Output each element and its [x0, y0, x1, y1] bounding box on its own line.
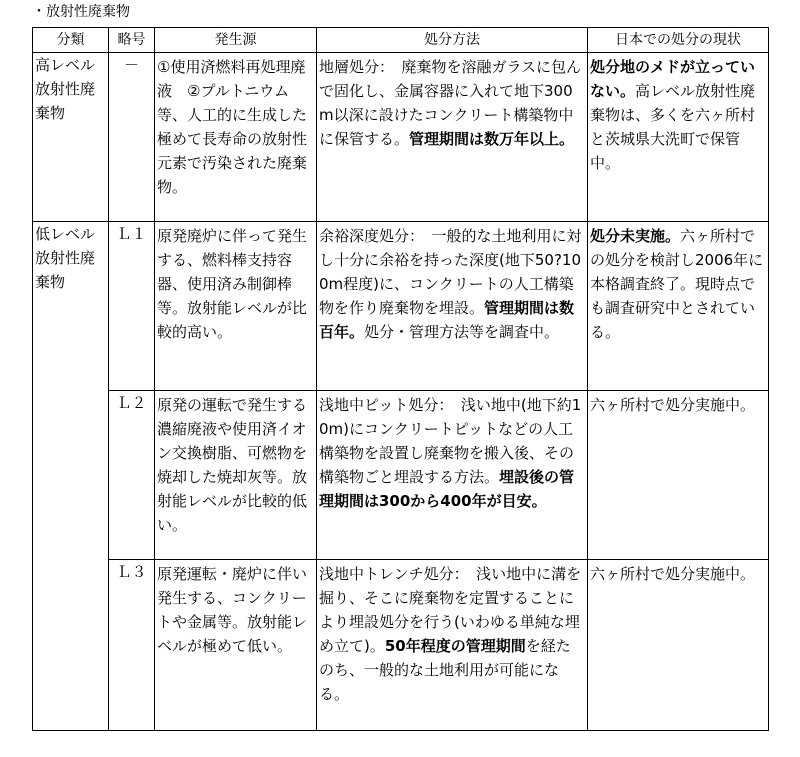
- status-text: 六ヶ所村での処分を検討し2006年に本格調査終了。現時点でも調査研究中とされている。: [590, 227, 764, 341]
- category-high-level: 高レベル放射性廃棄物: [33, 53, 109, 222]
- status-high-level: [588, 53, 769, 222]
- code-high-level: －: [109, 53, 155, 222]
- method-text-tail: を経たのち、一般的な土地利用が可能になる。: [319, 637, 571, 703]
- code-l2: Ｌ２: [109, 391, 155, 560]
- radioactive-waste-table: [32, 27, 769, 731]
- source-text: ①使用済燃料再処理廃液 ②プルトニウム等、人工的に生成した極めて長寿命の放射性元素で汚染された廃棄物。: [157, 58, 308, 196]
- table-row-high-level: [33, 53, 769, 222]
- method-emphasis: 50年程度の管理期間: [384, 637, 526, 655]
- source-l1: [155, 222, 317, 391]
- header-category: 分類: [33, 28, 109, 53]
- table-row-l2: [33, 391, 769, 560]
- header-method: 処分方法: [317, 28, 588, 53]
- method-l1: [317, 222, 588, 391]
- method-emphasis: 埋設後の管理期間は300から400年が目安。: [319, 468, 575, 510]
- table-header-row: [33, 28, 769, 53]
- header-status: 日本での処分の現状: [588, 28, 769, 53]
- status-l1: [588, 222, 769, 391]
- method-l3: [317, 560, 588, 731]
- method-emphasis: 管理期間は数万年以上。: [409, 130, 575, 148]
- page-title: ・放射性廃棄物: [32, 4, 130, 20]
- method-text: 余裕深度処分： 一般的な土地利用に対し十分に余裕を持った深度(地下50?100m程度)に、コンクリートの人工構築物を作り廃棄物を埋設。: [319, 227, 582, 317]
- source-high-level: [155, 53, 317, 222]
- method-high-level: [317, 53, 588, 222]
- status-l3: [588, 560, 769, 731]
- source-text: 原発の運転で発生する濃縮廃液や使用済イオン交換樹脂、可燃物を焼却した焼却灰等。放射能レベルが比較的低い。: [157, 396, 308, 534]
- status-text: 六ヶ所村で処分実施中。: [590, 396, 756, 414]
- method-text: 浅地中トレンチ処分： 浅い地中に溝を掘り、そこに廃棄物を定置することにより埋設処分を行う(いわゆる単純な埋め立て)。: [319, 565, 582, 655]
- status-emphasis: 処分未実施。: [590, 227, 681, 245]
- status-text: 六ヶ所村で処分実施中。: [590, 565, 756, 583]
- method-text: 地層処分： 廃棄物を溶融ガラスに包んで固化し、金属容器に入れて地下300m以深に設けたコンクリート構築物中に保管する。: [319, 58, 582, 148]
- method-text: 浅地中ピット処分： 浅い地中(地下約10m)にコンクリートピットなどの人工構築物を設置し廃棄物を搬入後、その構築物ごと埋設する方法。: [319, 396, 582, 486]
- status-emphasis: 処分地のメドが立っていない。: [590, 58, 756, 100]
- source-l2: [155, 391, 317, 560]
- method-text-tail: 処分・管理方法等を調査中。: [364, 323, 560, 341]
- status-text: 高レベル放射性廃棄物は、多くを六ヶ所村と茨城県大洗町で保管中。: [590, 82, 756, 172]
- table-row-l1: [33, 222, 769, 391]
- method-emphasis: 管理期間は数百年。: [319, 299, 575, 341]
- category-low-level: 低レベル放射性廃棄物: [33, 222, 109, 731]
- source-text: 原発廃炉に伴って発生する、燃料棒支持容器、使用済み制御棒等。放射能レベルが比較的高い。: [157, 227, 308, 341]
- header-source: 発生源: [155, 28, 317, 53]
- method-l2: [317, 391, 588, 560]
- code-l1: Ｌ１: [109, 222, 155, 391]
- code-l3: Ｌ３: [109, 560, 155, 731]
- header-code: 略号: [109, 28, 155, 53]
- table-row-l3: [33, 560, 769, 731]
- source-text: 原発運転・廃炉に伴い発生する、コンクリートや金属等。放射能レベルが極めて低い。: [157, 565, 308, 655]
- source-l3: [155, 560, 317, 731]
- status-l2: [588, 391, 769, 560]
